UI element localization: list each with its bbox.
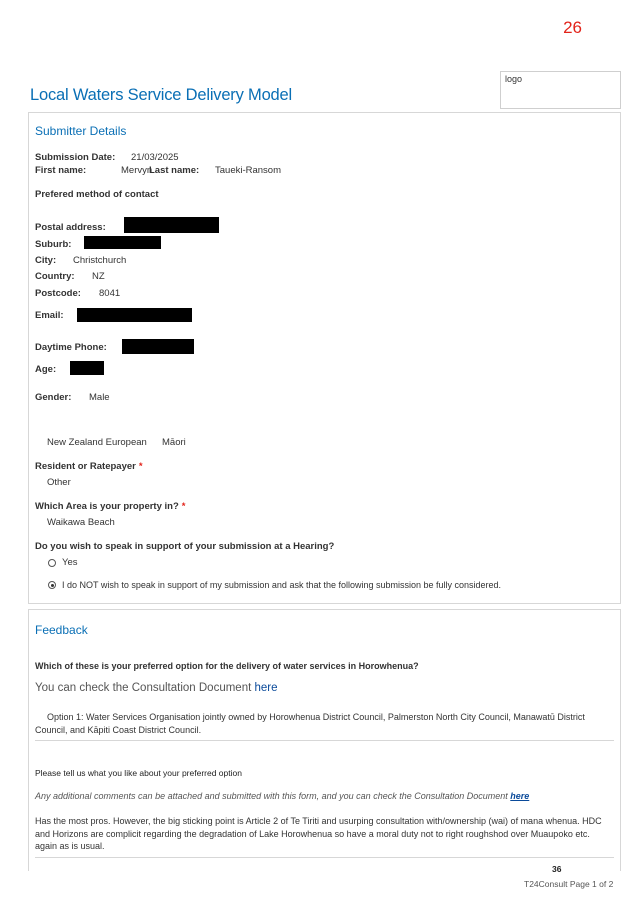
city-value: Christchurch: [73, 255, 127, 266]
property-area-label: [35, 501, 185, 512]
logo-placeholder: [500, 71, 621, 109]
gender-value: Male: [89, 392, 110, 403]
consultation-document-link-2[interactable]: here: [510, 791, 530, 801]
likes-question: Please tell us what you like about your preferred option: [35, 768, 242, 778]
page-number: 26: [563, 18, 582, 37]
property-area-text: Which Area is your property in?: [35, 501, 179, 512]
resident-ratepayer-value: Other: [47, 477, 71, 488]
consultation-document-link[interactable]: here: [254, 682, 278, 694]
feedback-panel: [28, 609, 621, 871]
city-label: City:: [35, 255, 57, 266]
country-label: Country:: [35, 271, 75, 282]
divider: [35, 857, 614, 858]
hearing-question-label: Do you wish to speak in support of your submission at a Hearing?: [35, 541, 335, 552]
preferred-option-answer: Option 1: Water Services Organisation jointly owned by Horowhenua District Council, Palmerston North City Council, Manawatū District Council, and Kāpiti Coast District Council.: [35, 712, 585, 735]
country-value: NZ: [92, 271, 105, 282]
first-name-label: First name:: [35, 165, 87, 176]
consultation-hint: [35, 682, 278, 694]
postal-address-label: Postal address:: [35, 222, 106, 233]
additional-comments-hint: [35, 791, 529, 801]
submitter-details-panel: [28, 112, 621, 604]
required-asterisk: *: [181, 501, 186, 512]
daytime-phone-label: Daytime Phone:: [35, 342, 107, 353]
submitter-details-heading: Submitter Details: [35, 124, 127, 138]
suburb-label: Suburb:: [35, 239, 72, 250]
submission-date-label: Submission Date:: [35, 152, 116, 163]
hearing-no-label: I do NOT wish to speak in support of my submission and ask that the following submission be fully considered.: [62, 580, 502, 590]
email-label: Email:: [35, 310, 64, 321]
gender-label: Gender:: [35, 392, 72, 403]
redacted-phone: [122, 339, 194, 354]
logo-text: logo: [505, 74, 523, 84]
feedback-heading: Feedback: [35, 623, 88, 637]
resident-ratepayer-text: Resident or Ratepayer: [35, 461, 136, 472]
ethnicity-nz-european: New Zealand European: [47, 437, 147, 448]
likes-answer: Has the most pros. However, the big sticking point is Article 2 of Te Tiriti and usurping consultation with/ownership (wai) of mana whenua. HDC and Horizons are complicit regarding the degradation of Lake Horowhenua so have a moral duty not to right roughshod over Muaupoko etc. again as is usual.: [35, 816, 602, 851]
footer-page-ref: 36: [552, 864, 562, 874]
age-label: Age:: [35, 364, 57, 375]
ethnicity-maori: Māori: [162, 437, 186, 448]
redacted-age: [70, 361, 104, 375]
consultation-hint-text: You can check the Consultation Document: [35, 682, 252, 694]
postcode-label: Postcode:: [35, 288, 81, 299]
hearing-no-radio[interactable]: [48, 581, 56, 589]
first-name-value: Mervyn: [121, 165, 153, 176]
property-area-value: Waikawa Beach: [47, 517, 115, 528]
submission-date-value: 21/03/2025: [131, 152, 179, 163]
contact-method-label: Prefered method of contact: [35, 189, 159, 200]
redacted-suburb: [84, 236, 161, 249]
required-asterisk: *: [138, 461, 143, 472]
redacted-postal-address: [124, 217, 219, 233]
hearing-yes-radio[interactable]: [48, 559, 56, 567]
additional-comments-hint-text: Any additional comments can be attached and submitted with this form, and you can check the Consultation Document: [35, 791, 508, 801]
preferred-option-question: Which of these is your preferred option for the delivery of water services in Horowhenua?: [35, 661, 419, 671]
redacted-email: [77, 308, 192, 322]
last-name-value: Taueki-Ransom: [215, 165, 281, 176]
divider: [35, 740, 614, 741]
hearing-yes-label: Yes: [62, 557, 78, 568]
page-title: Local Waters Service Delivery Model: [30, 86, 292, 104]
last-name-label: Last name:: [149, 165, 200, 176]
footer-text: T24Consult Page 1 of 2: [524, 879, 614, 889]
resident-ratepayer-label: [35, 461, 143, 472]
postcode-value: 8041: [99, 288, 121, 299]
